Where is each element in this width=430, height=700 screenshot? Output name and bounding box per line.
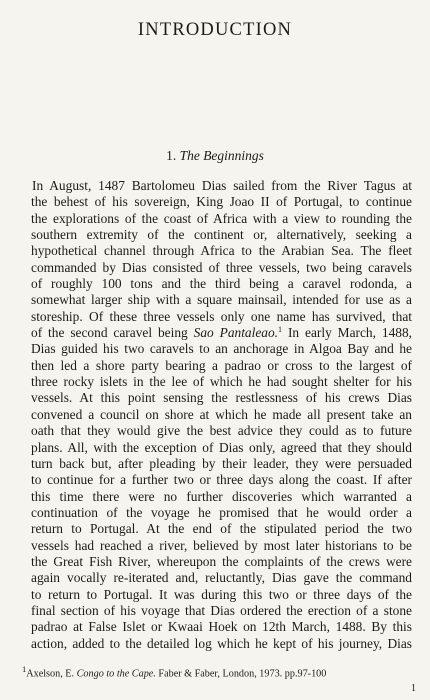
line-text: of the second caravel being [31, 325, 194, 341]
body-line: of roughly 100 tons and the third being a caravel rodonda, a [31, 276, 412, 292]
body-line: In August, 1487 Bartolomeu Dias sailed from the River Tagus at [32, 178, 412, 193]
chapter-title: INTRODUCTION [137, 20, 293, 40]
section-heading [0, 148, 430, 164]
body-paragraph [31, 178, 412, 652]
body-line: vessels had reached a river, believed by most later historians to be [31, 537, 412, 553]
body-line: this time there were no further discoveries which warranted a [31, 488, 412, 504]
body-line: hypothetical channel through Africa to the Arabian Sea. The fleet [31, 243, 412, 259]
body-line: to return to Portugal. It was during this two or three days of the [31, 586, 412, 602]
body-line: final section of his voyage that Dias ordered the erection of a stone [31, 602, 412, 618]
body-line: the Great Fish River, whereupon the complaints of the crews were [31, 553, 412, 569]
body-line: action, added to the detailed log which he kept of his journey, Dias [31, 635, 412, 651]
page-number: 1 [411, 683, 416, 694]
body-line: to continue for a further two or three days along the coast. If after [31, 472, 412, 488]
body-line: turn back but, after pleading by their leader, they were persuaded [31, 455, 412, 471]
body-line: continuation of the voyage he promised that he would order a [31, 504, 412, 520]
body-line: then led a shore party bearing a padrao or cross to the largest of [31, 357, 412, 373]
body-line: vessels. At this point sensing the restlessness of his crews Dias [31, 390, 412, 406]
footnote-mark: 1 [22, 664, 27, 674]
body-line: padrao at False Islet or Kwaai Hoek on 12th March, 1488. By this [31, 619, 412, 635]
body-line: three rocky islets in the lee of which he had sought shelter for his [31, 374, 412, 390]
body-line: plans. All, with the exception of Dias only, agreed that they should [31, 439, 412, 455]
section-title: The Beginnings [179, 148, 264, 163]
line-text: In early March, 1488, [282, 325, 412, 341]
body-line: convened a council on shore at which he made all present take an [31, 406, 412, 422]
body-line: the explorations of the coast of Africa with a view to rounding the [31, 210, 412, 226]
body-line: southern extremity of the continent or, alternatively, seeking a [31, 227, 412, 243]
section-number: 1. [166, 148, 177, 163]
body-line: again vocally re-iterated and, reluctantly, Dias gave the command [31, 570, 412, 586]
footnote-details: Faber & Faber, London, 1973. pp.97-100 [155, 668, 327, 680]
body-line: storeship. Of these three vessels only one name has survived, that [31, 308, 412, 324]
footnote [22, 664, 422, 679]
body-line: commanded by Dias consisted of three vessels, two being caravels [31, 259, 412, 275]
body-line: somewhat larger ship with a square mainsail, intended for use as a [31, 292, 412, 308]
body-line: the behest of his sovereign, King Joao II of Portugal, to continue [31, 194, 412, 210]
body-line: Dias guided his two caravels to an anchorage in Algoa Bay and he [31, 341, 412, 357]
footnote-reference[interactable]: 1 [278, 325, 283, 335]
ship-name: Sao Pantaleao. [193, 325, 279, 341]
body-line: return to Portugal. At the end of the stipulated period the two [31, 521, 412, 537]
footnote-author: Axelson, E. [26, 668, 77, 680]
body-line: oath that they would give the best advice they could as to future [31, 423, 412, 439]
body-line-with-footnote-ref [31, 325, 412, 341]
footnote-work-title: Congo to the Cape. [76, 668, 156, 680]
